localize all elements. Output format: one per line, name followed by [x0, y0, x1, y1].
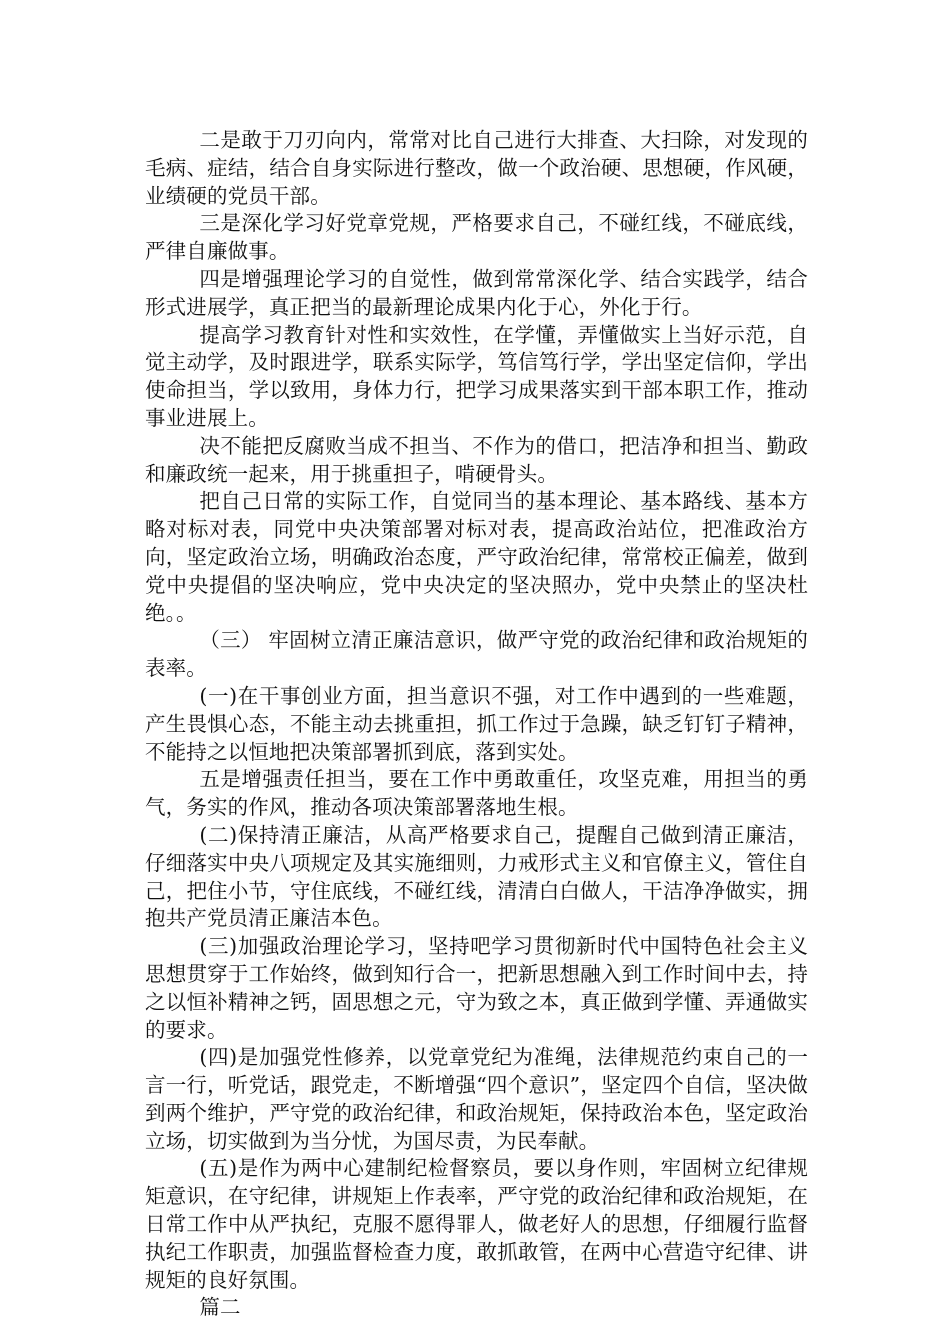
paragraph: (二)保持清正廉洁，从高严格要求自己，提醒自己做到清正廉洁，仔细落实中央八项规定及其实施细则，力戒形式主义和官僚主义，管住自己，把住小节，守住底线，不碰红线，清清白白做人，干洁净净做实，拥抱共产党员清正廉洁本色。: [145, 822, 808, 931]
part-heading: 篇二: [199, 1295, 241, 1320]
paragraph: 把自己日常的实际工作，自觉同当的基本理论、基本路线、基本方略对标对表，同党中央决策部署对标对表，提高政治站位，把准政治方向，坚定政治立场，明确政治态度，严守政治纪律，常常校正偏差，做到党中央提倡的坚决响应，党中央决定的坚决照办，党中央禁止的坚决杜绝。。: [145, 489, 808, 625]
paragraph: (一)在干事创业方面，担当意识不强，对工作中遇到的一些难题，产生畏惧心态，不能主动去挑重担，抓工作过于急躁，缺乏钉钉子精神，不能持之以恒地把决策部署抓到底，落到实处。: [145, 683, 808, 764]
paragraph: (五)是作为两中心建制纪检督察员，要以身作则，牢固树立纪律规矩意识，在守纪律，讲规矩上作表率，严守党的政治纪律和政治规矩，在日常工作中从严执纪，克服不愿得罪人，做老好人的思想，仔细履行监督执纪工作职责，加强监督检查力度，敢抓敢管，在两中心营造守纪律、讲规矩的良好氛围。: [145, 1156, 808, 1292]
paragraph: 四是增强理论学习的自觉性，做到常常深化学、结合实践学，结合形式进展学，真正把当的最新理论成果内化于心，外化于行。: [145, 266, 808, 319]
paragraph: 决不能把反腐败当成不担当、不作为的借口，把洁净和担当、勤政和廉政统一起来，用于挑重担子，啃硬骨头。: [145, 433, 808, 486]
document-body: [145, 127, 808, 1322]
paragraph: (四)是加强党性修养，以党章党纪为准绳，法律规范约束自己的一言一行，听党话，跟党走，不断增强“四个意识”，坚定四个自信，坚决做到两个维护，严守党的政治纪律，和政治规矩，保持政治本色，坚定政治立场，切实做到为当分忧，为国尽责，为民奉献。: [145, 1045, 808, 1153]
paragraph: 提高学习教育针对性和实效性，在学懂，弄懂做实上当好示范，自觉主动学，及时跟进学，联系实际学，笃信笃行学，学出坚定信仰，学出使命担当，学以致用，身体力行，把学习成果落实到干部本职工作，推动事业进展上。: [145, 322, 808, 430]
paragraph: 三是深化学习好党章党规，严格要求自己，不碰红线，不碰底线，严律自廉做事。: [145, 211, 808, 264]
paragraph: 五是增强责任担当，要在工作中勇敢重任，攻坚克难，用担当的勇气，务实的作风，推动各项决策部署落地生根。: [145, 767, 808, 820]
paragraph: (三)加强政治理论学习，坚持吧学习贯彻新时代中国特色社会主义思想贯穿于工作始终，做到知行合一，把新思想融入到工作时间中去，持之以恒补精神之钙，固思想之元，守为致之本，真正做到学懂、弄通做实的要求。: [145, 934, 808, 1042]
paragraph: 二是敢于刀刃向内，常常对比自己进行大排查、大扫除，对发现的毛病、症结，结合自身实际进行整改，做一个政治硬、思想硬，作风硬，业绩硬的党员干部。: [145, 128, 808, 208]
section-heading: （三） 牢固树立清正廉洁意识，做严守党的政治纪律和政治规矩的表率。: [145, 628, 808, 681]
